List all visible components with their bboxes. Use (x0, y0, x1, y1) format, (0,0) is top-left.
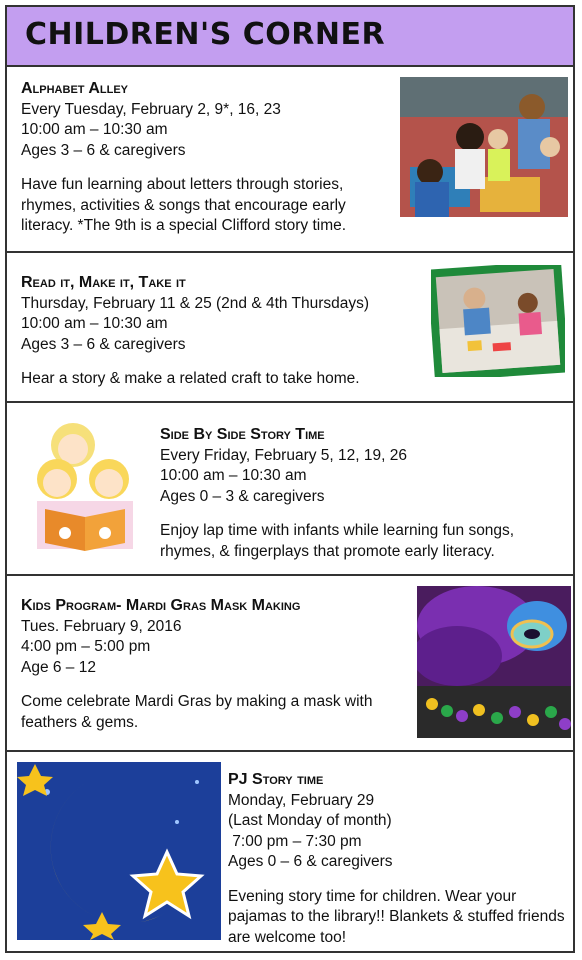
event-time: 7:00 pm – 7:30 pm (228, 832, 362, 850)
event-title: Kids Program- Mardi Gras Mask Making (21, 597, 301, 614)
event-date: Tues. February 9, 2016 (21, 617, 182, 635)
event-title: PJ Story time (228, 771, 324, 788)
event-mardi-gras (5, 576, 575, 752)
event-ages: Ages 0 – 3 & caregivers (160, 487, 325, 505)
page-header (5, 5, 575, 67)
event-title: Read it, Make it, Take it (21, 274, 186, 291)
event-text (228, 770, 568, 948)
event-date: Thursday, February 11 & 25 (2nd & 4th Thursdays) (21, 294, 370, 312)
event-alphabet-alley (5, 67, 575, 253)
event-date: Every Tuesday, February 2, 9*, 16, 23 (21, 100, 281, 118)
event-read-make-take (5, 253, 575, 403)
event-time: 10:00 am – 10:30 am (160, 467, 307, 484)
moon-stars-illustration (17, 762, 221, 940)
event-description: Hear a story & make a related craft to take home. (21, 370, 360, 387)
event-ages: Age 6 – 12 (21, 658, 96, 676)
event-ages: Ages 3 – 6 & caregivers (21, 141, 186, 159)
event-description: Have fun learning about letters through stories, rhymes, activities & songs that encourage early literacy. *The 9th is a special Clifford story time. (21, 176, 347, 234)
event-date: Every Friday, February 5, 12, 19, 26 (160, 446, 407, 464)
event-note: (Last Monday of month) (228, 812, 392, 829)
event-description: Enjoy lap time with infants while learning fun songs, rhymes, & fingerplays that promote early literacy. (160, 522, 515, 560)
event-time: 10:00 am – 10:30 am (21, 315, 168, 332)
event-text (160, 425, 560, 562)
event-title: Alphabet Alley (21, 80, 129, 97)
event-time: 10:00 am – 10:30 am (21, 121, 168, 138)
craft-table-photo (431, 265, 565, 377)
event-description: Come celebrate Mardi Gras by making a mask with feathers & gems. (21, 693, 373, 731)
event-text (21, 596, 411, 733)
children-listening-photo (400, 77, 568, 217)
event-pj-story-time (5, 752, 575, 953)
event-text (21, 273, 421, 390)
page-title: CHILDREN'S CORNER (25, 17, 386, 52)
mardi-gras-mask-photo (417, 586, 571, 738)
mother-reading-illustration (27, 417, 145, 555)
event-time: 4:00 pm – 5:00 pm (21, 638, 151, 655)
event-text (21, 79, 391, 237)
event-ages: Ages 3 – 6 & caregivers (21, 335, 186, 353)
event-description: Evening story time for children. Wear your pajamas to the library!! Blankets & stuffed friends are welcome too! (228, 887, 565, 946)
event-title: Side By Side Story Time (160, 426, 325, 443)
event-date: Monday, February 29 (228, 791, 375, 809)
event-side-by-side (5, 403, 575, 576)
event-ages: Ages 0 – 6 & caregivers (228, 853, 393, 870)
